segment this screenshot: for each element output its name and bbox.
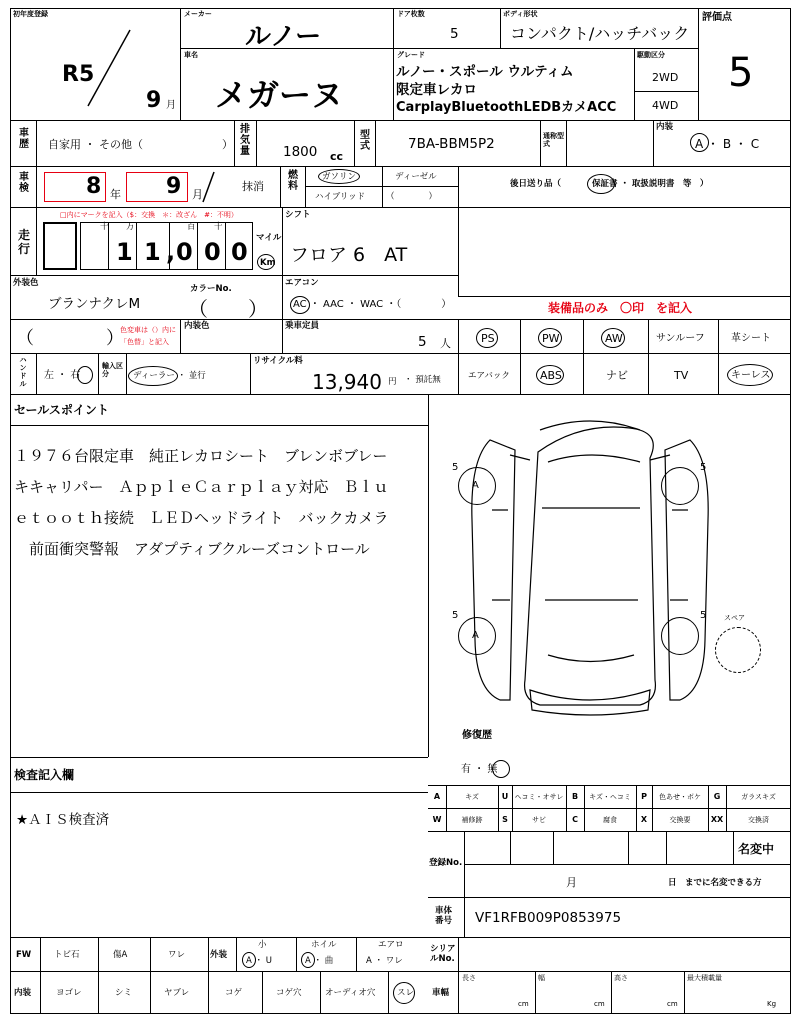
legend-divider: [652, 785, 653, 831]
first-reg-label: 初年度登録: [13, 10, 48, 18]
bottom-aero-val: A ・ ワレ: [366, 956, 403, 966]
color-change-note-1: 色変車は（）内に: [120, 326, 176, 334]
size-length-unit: cm: [518, 1000, 529, 1008]
max-load-unit: Kg: [767, 1000, 777, 1008]
inspection-year-unit: 年: [110, 188, 121, 201]
papers-items: 保証書 ・ 取扱説明書 等 ）: [592, 179, 709, 189]
recycle-unit: 円: [388, 377, 397, 387]
interior-label: 内装: [656, 122, 674, 132]
legend-desc: キズ・ヘコミ: [589, 793, 631, 801]
mileage-mile-label: マイル: [256, 233, 282, 243]
mileage-digit-1: 1: [116, 238, 133, 266]
shift-label: シフト: [285, 210, 311, 220]
legend-divider: [636, 785, 637, 831]
sales-title: セールスポイント: [14, 403, 109, 417]
grade-line-2: 限定車レカロ: [396, 82, 477, 98]
sales-line-2: キキャリパー ＡｐｐｌｅＣａｒｐｌａｙ対応 Ｂｌｕ: [14, 478, 389, 496]
mileage-label: 走行: [18, 228, 31, 256]
equip-navi: ナビ: [606, 369, 628, 382]
ext-color-value: ブランナクレM: [48, 296, 141, 312]
ac-label: エアコン: [285, 278, 319, 288]
tire-rear-right: [661, 617, 699, 655]
fuel-gasoline-circle: [318, 169, 360, 184]
sales-line-1: １９７６台限定車 純正レカロシート ブレンボブレー: [14, 447, 388, 465]
repair-label: 修復歴: [462, 730, 492, 741]
grade-label: グレード: [397, 51, 425, 59]
bottom-yogore: ヨゴレ: [56, 988, 82, 998]
tire-rr-depth: 5: [700, 610, 707, 621]
equip-airbag: エアバック: [468, 371, 510, 381]
serial-label: シリアルNo.: [430, 944, 456, 964]
model-value: 7BA-BBM5P2: [408, 136, 495, 152]
maker-value: ルノー: [245, 22, 322, 52]
car-name-label: 車名: [184, 51, 198, 59]
legend-divider: [446, 785, 447, 831]
inspector-title: 検査記入欄: [14, 768, 75, 782]
bottom-kizu-a: 傷A: [113, 950, 128, 960]
legend-code: C: [572, 815, 578, 824]
history-usage-close: ）: [222, 138, 233, 151]
body-label: ボディ形状: [503, 10, 538, 18]
drive-4wd: 4WD: [652, 99, 679, 112]
legend-divider: [498, 785, 499, 831]
mileage-unit-man: 万: [126, 222, 135, 232]
fuel-hybrid: ハイブリッド: [315, 192, 366, 202]
bottom-small-circle: [242, 952, 256, 968]
color-change-paren: （ ）: [16, 328, 124, 349]
handle-right-circle: [77, 366, 93, 384]
fuel-gasoline: ガソリン: [322, 172, 357, 182]
equip-abs-circle: [536, 365, 564, 385]
size-length-label: 長さ: [462, 974, 476, 982]
papers-warranty-circle: [587, 174, 615, 194]
displacement-unit: cc: [330, 150, 344, 163]
shift-value: フロア 6 AT: [290, 244, 408, 266]
inspection-label: 車検: [19, 172, 29, 194]
import-dealer-circle: [128, 366, 178, 386]
equip-leather: 革シート: [731, 333, 771, 344]
vin-value: VF1RFB009P0853975: [475, 910, 622, 926]
reg-month: 月: [566, 876, 577, 889]
repair-none-circle: [492, 760, 510, 778]
tire-fr-depth: 5: [700, 462, 707, 473]
fuel-diesel: ディーゼル: [395, 172, 437, 182]
repair-value: 有 ・ 無: [461, 764, 498, 775]
legend-desc: キズ: [465, 793, 479, 801]
legend-desc: 補修跡: [461, 816, 483, 824]
papers-label: 後日送り品（: [510, 179, 562, 189]
score-label: 評価点: [702, 12, 732, 23]
doors-value: 5: [450, 26, 459, 42]
inspection-deregistered: 抹消: [242, 180, 264, 193]
name-change-label: 名変中: [738, 842, 775, 856]
legend-divider: [512, 785, 513, 831]
ac-circle: [290, 296, 310, 314]
bottom-koge: コゲ: [225, 988, 243, 998]
bottom-small-val: A ・ U: [246, 956, 272, 966]
size-height-unit: cm: [667, 1000, 678, 1008]
mileage-unit-ten-2: 十: [214, 222, 223, 232]
tire-rear-left-mark: A: [472, 630, 479, 641]
recycle-deposit: ・ 預託無: [404, 375, 441, 385]
displacement-label: 排気量: [240, 124, 250, 157]
legend-desc: 腐食: [603, 816, 617, 824]
inspector-note: ★ＡＩＳ検査済: [16, 812, 110, 828]
bottom-ware: ワレ: [168, 950, 186, 960]
tire-front-left-mark: A: [472, 480, 479, 491]
spare-label: スペア: [724, 614, 745, 622]
import-value: ディーラー ・ 並行: [133, 371, 206, 381]
legend-code: W: [432, 815, 442, 824]
mileage-digit-4: 0: [176, 238, 193, 266]
model-label: 型式: [360, 130, 370, 152]
vin-label: 車体番号: [435, 906, 453, 926]
mileage-km-label: Km: [260, 258, 276, 268]
bottom-yabure: ヤブレ: [164, 988, 190, 998]
displacement-value: 1800: [283, 144, 318, 160]
interior-grade: A ・ B ・ C: [695, 137, 760, 151]
reg-day-note: 日 までに名変できる方: [668, 878, 762, 888]
bottom-fw: FW: [16, 950, 32, 960]
inspection-month-unit: 月: [192, 188, 203, 201]
body-value: コンパクト/ハッチバック: [510, 24, 690, 43]
legend-desc: サビ: [532, 816, 546, 824]
ac-options: AC ・ AAC ・ WAC ・（ ）: [293, 299, 452, 310]
legend-code: G: [713, 792, 721, 801]
doors-label: ドア枚数: [397, 10, 425, 18]
bottom-tobiishi: トビ石: [54, 950, 80, 960]
sales-line-3: ｅｔｏｏｔｈ接続 ＬＥＤヘッドライト バックカメラ: [14, 509, 389, 527]
drive-2wd: 2WD: [652, 71, 679, 84]
bottom-suri-circle: [393, 982, 415, 1004]
equip-pw: PW: [542, 332, 560, 345]
legend-desc: 交換要: [669, 816, 691, 824]
inspection-slash: [200, 170, 216, 204]
sales-line-4: 前面衝突警報 アダプティブクルーズコントロール: [14, 540, 370, 558]
legend-code: P: [641, 792, 647, 801]
first-reg-month: 9: [146, 88, 162, 113]
legend-code: A: [433, 792, 441, 801]
legend-divider: [566, 785, 567, 831]
score-value: 5: [728, 50, 754, 96]
bottom-naisou: 内装: [14, 988, 32, 998]
bottom-gaisou: 外装: [210, 950, 228, 960]
import-label: 輸入区分: [102, 362, 123, 378]
legend-divider: [708, 785, 709, 831]
legend-code: S: [502, 815, 508, 824]
ext-color-label: 外装色: [13, 278, 39, 288]
spare-tire: [715, 627, 761, 673]
mileage-digit-6: 0: [231, 238, 248, 266]
legend-divider: [584, 785, 585, 831]
equip-keyless: キーレス: [731, 370, 771, 381]
max-load-label: 最大積載量: [687, 974, 722, 982]
equip-keyless-circle: [727, 364, 773, 386]
bottom-shimi: シミ: [115, 988, 133, 998]
color-change-note-2: 「色替」と記入: [120, 338, 169, 346]
equip-aw: AW: [605, 332, 623, 345]
recycle-label: リサイクル料: [253, 356, 303, 366]
equip-sunroof: サンルーフ: [656, 333, 705, 344]
fuel-other: （ ）: [386, 192, 438, 202]
interior-color-label: 内装色: [184, 321, 210, 331]
bottom-koge-ana: コゲ穴: [276, 988, 302, 998]
bottom-audio-ana: オーディオ穴: [325, 988, 376, 998]
drive-label: 駆動区分: [637, 51, 665, 59]
color-no-value: （ ）: [188, 297, 268, 321]
legend-desc: ガラスキズ: [741, 793, 776, 801]
bottom-wheel-val: A ・ 曲: [305, 956, 334, 966]
first-reg-month-unit: 月: [166, 100, 176, 111]
equip-ps-circle: [476, 328, 498, 348]
history-label: 車歴: [19, 128, 29, 150]
size-width-label: 幅: [538, 974, 545, 982]
mileage-digit-box: [43, 222, 77, 270]
history-usage: 自家用 ・ その他（: [48, 138, 143, 151]
legend-desc: 色あせ・ボケ: [659, 793, 701, 801]
equip-aw-circle: [601, 328, 625, 348]
legend-divider: [726, 785, 727, 831]
mileage-digit-2: 1: [144, 238, 161, 266]
grade-line-3: CarplayBluetoothLEDBカメACC: [396, 100, 617, 115]
mileage-km-circle: [257, 254, 275, 270]
maker-label: メーカー: [184, 10, 212, 18]
grade-line-1: ルノー・スポール ウルティム: [396, 64, 574, 80]
inspection-year: 8: [86, 174, 102, 199]
equipment-note: 装備品のみ 〇印 を記入: [548, 301, 693, 315]
legend-desc: 交換済: [748, 816, 769, 824]
tire-rl-depth: 5: [452, 610, 459, 621]
reg-no-label: 登録No.: [429, 858, 463, 868]
common-model-label: 通称型式: [543, 132, 564, 148]
size-width-unit: cm: [594, 1000, 605, 1008]
car-name-value: メガーヌ: [215, 76, 344, 114]
equip-ps: PS: [481, 332, 495, 345]
mileage-digit-5: 0: [204, 238, 221, 266]
first-reg-slash: [80, 28, 136, 108]
mileage-comma: ,: [166, 238, 176, 266]
legend-code: XX: [710, 815, 724, 824]
equip-pw-circle: [538, 328, 562, 348]
first-reg-year: R5: [62, 62, 95, 87]
capacity-label: 乗車定員: [285, 321, 320, 331]
handle-value: 左 ・ 右: [44, 370, 81, 381]
legend-desc: ヘコミ・オサレ: [514, 793, 564, 801]
handle-label: ハンドル: [19, 356, 27, 388]
color-no-label: カラーNo.: [190, 284, 232, 294]
inspection-month: 9: [166, 174, 182, 199]
size-height-label: 高さ: [614, 974, 628, 982]
mileage-unit-ten: 十: [100, 222, 109, 232]
bottom-wheel: ホイル: [311, 940, 337, 950]
fuel-label: 燃料: [288, 170, 298, 192]
bottom-wheel-circle: [301, 952, 315, 968]
legend-code: X: [640, 815, 648, 824]
bottom-suri: スレ: [397, 988, 415, 998]
tire-fl-depth: 5: [452, 462, 459, 473]
legend-code: U: [501, 792, 509, 801]
interior-grade-circle: [690, 133, 709, 152]
capacity-value: 5: [418, 334, 427, 350]
capacity-unit: 人: [440, 337, 451, 350]
bottom-small: 小: [258, 940, 267, 950]
mileage-note: □内にマークを記入（$：交換 ＊：改ざん #：不明）: [60, 211, 238, 219]
recycle-value: 13,940: [312, 370, 382, 394]
size-label: 車幅: [432, 988, 450, 998]
bottom-aero: エアロ: [378, 940, 404, 950]
equip-tv: TV: [674, 369, 689, 382]
mileage-unit-hyaku: 百: [187, 222, 196, 232]
equip-abs: ABS: [540, 369, 562, 382]
car-diagram: [430, 400, 790, 740]
tire-front-right: [661, 467, 699, 505]
legend-code: B: [571, 792, 579, 801]
